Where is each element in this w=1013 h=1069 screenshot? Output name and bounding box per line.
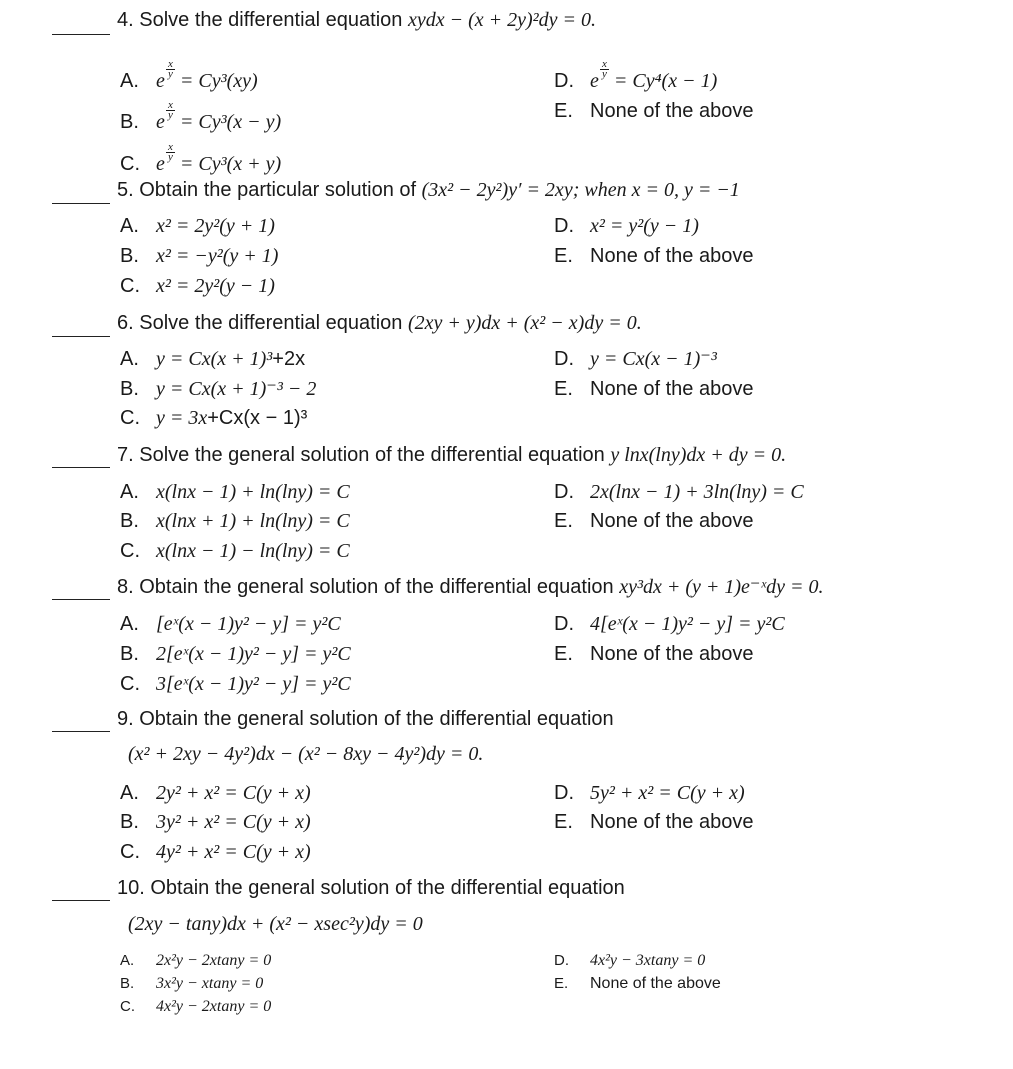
option-9b: B. 3y² + x² = C(y + x) [120, 811, 311, 833]
option-4a: A. e $\frac{x}{y}$ = Cy³(xy) [120, 58, 258, 92]
option-8a: A. [eˣ(x − 1)y² − y] = y²C [120, 613, 341, 635]
option-7d: D. 2x(lnx − 1) + 3ln(lny) = C [554, 481, 804, 503]
option-7a: A. x(lnx − 1) + ln(lny) = C [120, 481, 350, 503]
option-10b: B. 3x²y − xtany = 0 [120, 975, 264, 992]
question-5: 5. Obtain the particular solution of (3x² − 2y²)y′ = 2xy; when x = 0, y = −1 [117, 179, 740, 201]
option-5a: A. x² = 2y²(y + 1) [120, 215, 275, 237]
option-5d: D. x² = y²(y − 1) [554, 215, 699, 237]
option-4d: D. e $\frac{x}{y}$ = Cy⁴(x − 1) [554, 58, 718, 92]
answer-blank-7[interactable] [52, 467, 110, 468]
option-6e: E. None of the above [554, 378, 754, 400]
option-6b: B. y = Cx(x + 1)⁻³ − 2 [120, 378, 317, 400]
answer-blank-8[interactable] [52, 599, 110, 600]
option-9a: A. 2y² + x² = C(y + x) [120, 782, 311, 804]
question-4-equation: xydx − (x + 2y)²dy = 0. [407, 9, 597, 31]
question-6: 6. Solve the differential equation (2xy + y)dx + (x² − x)dy = 0. [117, 312, 642, 334]
option-5c: C. x² = 2y²(y − 1) [120, 275, 275, 297]
question-8: 8. Obtain the general solution of the differential equation xy³dx + (y + 1)e⁻ˣdy = 0. [117, 576, 824, 598]
option-5e: E. None of the above [554, 245, 754, 267]
question-4 [117, 10, 596, 30]
option-8c: C. 3[eˣ(x − 1)y² − y] = y²C [120, 673, 351, 695]
question-10: 10. Obtain the general solution of the differential equation [117, 877, 625, 899]
answer-blank-10[interactable] [52, 900, 110, 901]
question-9: 9. Obtain the general solution of the differential equation [117, 708, 614, 730]
question-9-equation: (x² + 2xy − 4y²)dx − (x² − 8xy − 4y²)dy = 0. [128, 743, 484, 765]
option-8b: B. 2[eˣ(x − 1)y² − y] = y²C [120, 643, 351, 665]
answer-blank-5[interactable] [52, 203, 110, 204]
question-4-text: 4. Solve the differential equation [117, 9, 408, 31]
option-6a: A. y = Cx(x + 1)³+2x [120, 348, 306, 370]
option-4c: C. e $\frac{x}{y}$ = Cy³(x + y) [120, 141, 282, 175]
option-10c: C. 4x²y − 2xtany = 0 [120, 998, 272, 1015]
option-6c: C. y = 3x+Cx(x − 1)³ [120, 407, 308, 429]
option-9d: D. 5y² + x² = C(y + x) [554, 782, 745, 804]
question-7: 7. Solve the general solution of the differential equation y lnx(lny)dx + dy = 0. [117, 444, 787, 466]
option-7c: C. x(lnx − 1) − ln(lny) = C [120, 540, 350, 562]
option-10e: E. None of the above [554, 975, 721, 992]
option-8d: D. 4[eˣ(x − 1)y² − y] = y²C [554, 613, 785, 635]
option-8e: E. None of the above [554, 643, 754, 665]
question-10-equation: (2xy − tany)dx + (x² − xsec²y)dy = 0 [128, 913, 423, 935]
answer-blank-4[interactable] [52, 34, 110, 35]
answer-blank-9[interactable] [52, 731, 110, 732]
option-10a: A. 2x²y − 2xtany = 0 [120, 952, 272, 969]
option-7b: B. x(lnx + 1) + ln(lny) = C [120, 510, 350, 532]
option-10d: D. 4x²y − 3xtany = 0 [554, 952, 706, 969]
option-5b: B. x² = −y²(y + 1) [120, 245, 279, 267]
option-7e: E. None of the above [554, 510, 754, 532]
option-4e: E. None of the above [554, 100, 754, 122]
option-6d: D. y = Cx(x − 1)⁻³ [554, 348, 717, 370]
option-9c: C. 4y² + x² = C(y + x) [120, 841, 311, 863]
option-9e: E. None of the above [554, 811, 754, 833]
option-4b: B. e $\frac{x}{y}$ = Cy³(x − y) [120, 99, 282, 133]
answer-blank-6[interactable] [52, 336, 110, 337]
